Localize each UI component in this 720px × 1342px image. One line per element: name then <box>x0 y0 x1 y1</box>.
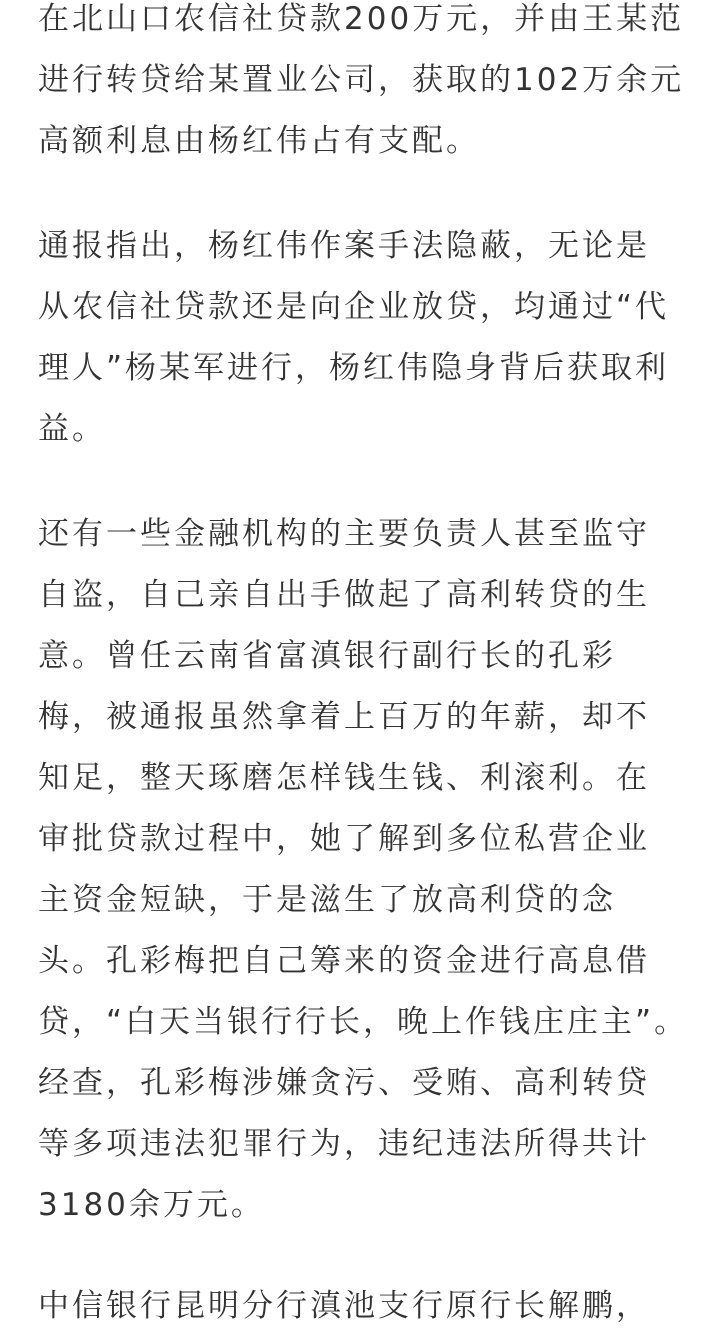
paragraph-line: 梅，被通报虽然拿着上百万的年薪，却不 <box>38 699 650 735</box>
paragraph-line: 在北山口农信社贷款200万元，并由王某范 <box>38 1 685 37</box>
paragraph-line: 理人”杨某军进行，杨红伟隐身背后获取利 <box>38 350 670 386</box>
paragraph-2 <box>38 221 688 465</box>
paragraph-line: 审批贷款过程中，她了解到多位私营企业 <box>38 821 650 857</box>
paragraph-3 <box>38 509 688 1241</box>
paragraph-line: 知足，整天琢磨怎样钱生钱、利滚利。在 <box>38 760 650 796</box>
paragraph-line: 自盗，自己亲自出手做起了高利转贷的生 <box>38 577 650 613</box>
paragraph-line: 主资金短缺，于是滋生了放高利贷的念 <box>38 882 616 918</box>
paragraph-line: 头。孔彩梅把自己筹来的资金进行高息借 <box>38 943 650 979</box>
paragraph-line: 中信银行昆明分行滇池支行原行长解鹏， <box>38 1288 650 1324</box>
paragraph-line: 从农信社贷款还是向企业放贷，均通过“代 <box>38 289 670 325</box>
paragraph-line: 益。 <box>38 411 106 447</box>
paragraph-line: 经查，孔彩梅涉嫌贪污、受贿、高利转贷 <box>38 1065 650 1101</box>
paragraph-spacer <box>38 1241 688 1281</box>
paragraph-line: 高额利息由杨红伟占有支配。 <box>38 123 480 159</box>
article-body <box>38 0 688 1342</box>
paragraph-line: 贷，“白天当银行行长，晚上作钱庄庄主”。 <box>38 1004 689 1040</box>
paragraph-line: 等多项违法犯罪行为，违纪违法所得共计 <box>38 1126 650 1162</box>
paragraph-line: 3180余万元。 <box>38 1187 265 1223</box>
paragraph-line: 通报指出，杨红伟作案手法隐蔽，无论是 <box>38 228 650 264</box>
paragraph-spacer <box>38 177 688 221</box>
paragraph-line: 还有一些金融机构的主要负责人甚至监守 <box>38 516 650 552</box>
paragraph-line: 进行转贷给某置业公司，获取的102万余元 <box>38 62 685 98</box>
paragraph-spacer <box>38 465 688 509</box>
paragraph-line: 意。曾任云南省富滇银行副行长的孔彩 <box>38 638 616 674</box>
paragraph-4 <box>38 1281 688 1342</box>
paragraph-1 <box>38 0 688 177</box>
